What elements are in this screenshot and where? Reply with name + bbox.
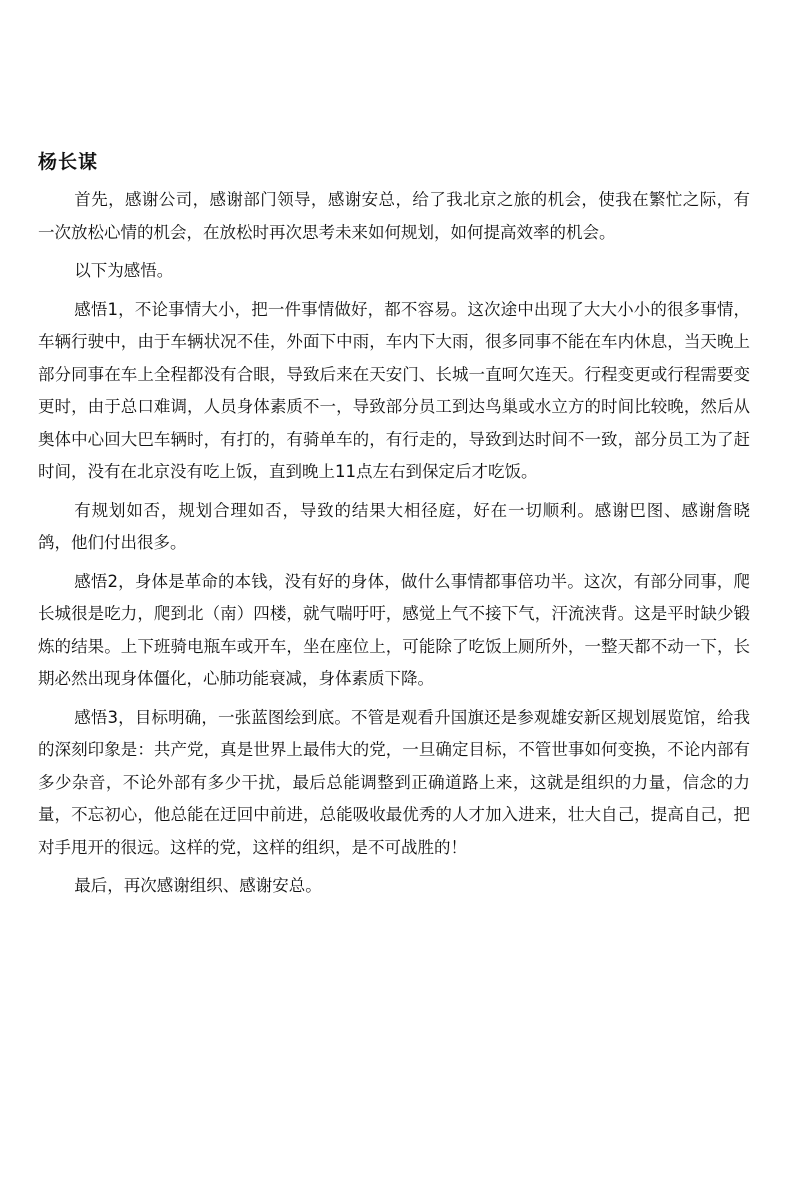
document-title: 杨长谋 <box>38 151 99 173</box>
paragraph-insight-2: 感悟2，身体是革命的本钱，没有好的身体，做什么事情都事倍功半。这次，有部分同事，爬长城很是吃力，爬到北（南）四楼，就气喘吁吁，感觉上气不接下气，汗流浃背。这是平时缺少锻炼的结果。上下班骑电瓶车或开车，坐在座位上，可能除了吃饭上厕所外，一整天都不动一下，长期必然出现身体僵化，心肺功能衰减，身体素质下降。 <box>38 571 750 688</box>
paragraph-intro: 以下为感悟。 <box>74 261 174 280</box>
paragraph-insight-3: 感悟3，目标明确，一张蓝图绘到底。不管是观看升国旗还是参观雄安新区规划展览馆，给我的深刻印象是：共产党，真是世界上最伟大的党，一旦确定目标，不管世事如何变换，不论内部有多少杂音，不论外部有多少干扰，最后总能调整到正确道路上来，这就是组织的力量，信念的力量，不忘初心，他总能在迂回中前进，总能吸收最优秀的人才加入进来，壮大自己，提高自己，把对手甩开的很远。这样的党，这样的组织，是不可战胜的！ <box>38 707 750 857</box>
paragraph-closing: 最后，再次感谢组织、感谢安总。 <box>74 876 322 895</box>
paragraph-opening: 首先，感谢公司，感谢部门领导，感谢安总，给了我北京之旅的机会，使我在繁忙之际，有一次放松心情的机会，在放松时再次思考未来如何规划，如何提高效率的机会。 <box>38 190 750 242</box>
paragraph-planning: 有规划如否，规划合理如否，导致的结果大相径庭，好在一切顺利。感谢巴图、感谢詹晓鸽，他们付出很多。 <box>38 500 750 552</box>
paragraph-insight-1: 感悟1，不论事情大小，把一件事情做好，都不容易。这次途中出现了大大小小的很多事情，车辆行驶中，由于车辆状况不佳，外面下中雨，车内下大雨，很多同事不能在车内休息，当天晚上部分同事在车上全程都没有合眼，导致后来在天安门、长城一直呵欠连天。行程变更或行程需要变更时，由于总口难调，人员身体素质不一，导致部分员工到达鸟巢或水立方的时间比较晚，然后从奥体中心回大巴车辆时，有打的，有骑单车的，有行走的，导致到达时间不一致，部分员工为了赶时间，没有在北京没有吃上饭，直到晚上11点左右到保定后才吃饭。 <box>38 299 750 481</box>
document-body <box>38 148 750 909</box>
